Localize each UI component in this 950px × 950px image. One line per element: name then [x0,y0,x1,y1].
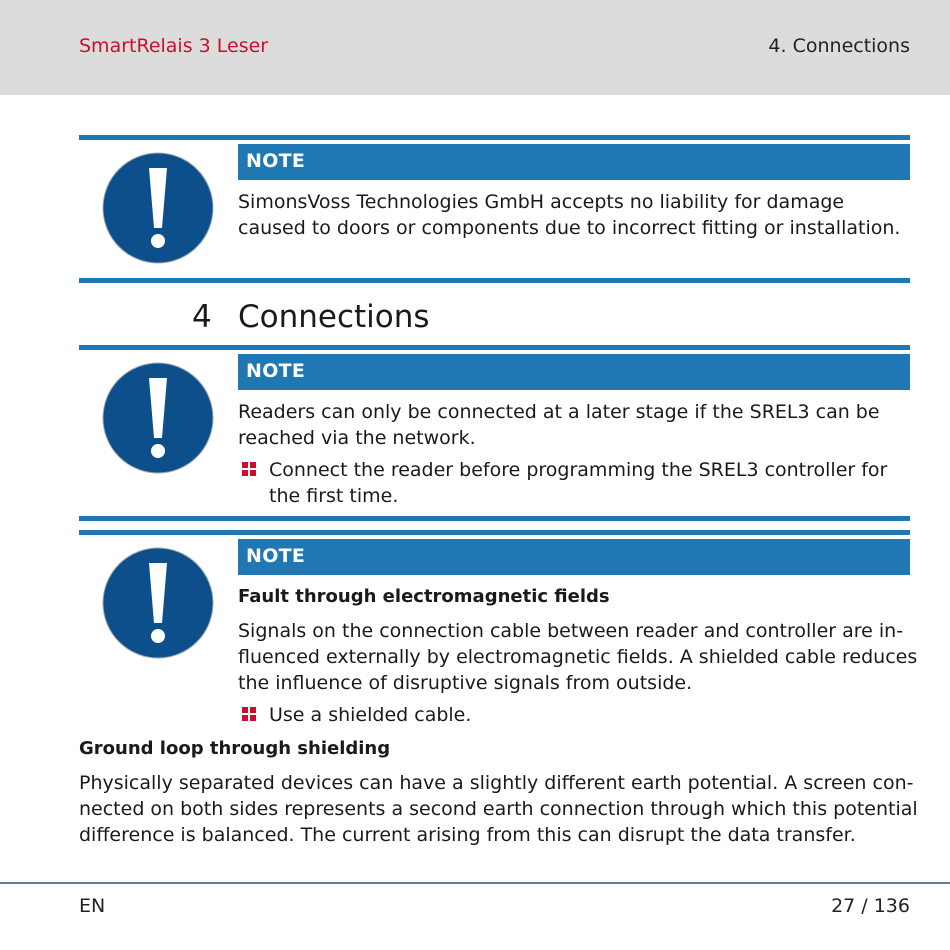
section-heading: Ground loop through shielding [79,738,391,759]
exclamation-circle-icon [102,547,214,659]
note-text-line: SimonsVoss Technologies GmbH accepts no liability for damage [238,191,845,213]
footer-rule [0,882,950,884]
note-text-line: the influence of disruptive signals from outside. [238,672,693,694]
note-top-rule [79,530,910,535]
note-text-line: fluenced externally by electromagnetic fields. A shielded cable reduces [238,646,918,668]
bullet-text-line: Use a shielded cable. [269,704,472,726]
note-heading: Fault through electromagnetic fields [238,586,610,607]
note-label-bar [238,539,910,575]
page-header [0,0,950,95]
chapter-breadcrumb: 4. Connections [768,35,910,57]
chapter-title: Connections [238,299,430,335]
body-text-line: nected on both sides represents a second earth connection through which this potential [79,798,918,820]
note-text-line: Signals on the connection cable between reader and controller are in- [238,620,904,642]
note-label: NOTE [246,150,306,172]
exclamation-circle-icon [102,152,214,264]
body-text-line: Physically separated devices can have a slightly different earth potential. A screen con- [79,772,914,794]
chapter-number: 4 [192,299,212,335]
note-text-line: caused to doors or components due to incorrect fitting or installation. [238,217,901,239]
note-bottom-rule [79,516,910,521]
exclamation-circle-icon [102,362,214,474]
note-label-bar [238,354,910,390]
note-label: NOTE [246,360,306,382]
note-top-rule [79,345,910,350]
body-text-line: difference is balanced. The current arising from this can disrupt the data transfer. [79,824,856,846]
bullet-text-line: the first time. [269,485,399,507]
page-number: 27 / 136 [831,895,910,917]
note-label: NOTE [246,545,306,567]
bullet-text-line: Connect the reader before programming the SREL3 controller for [269,459,888,481]
red-square-bullet-icon [242,462,256,476]
language-code: EN [79,895,106,917]
note-top-rule [79,135,910,140]
product-title: SmartRelais 3 Leser [79,35,269,57]
note-text-line: Readers can only be connected at a later stage if the SREL3 can be [238,401,880,423]
note-bottom-rule [79,278,910,283]
note-label-bar [238,144,910,180]
red-square-bullet-icon [242,707,256,721]
note-text-line: reached via the network. [238,427,476,449]
